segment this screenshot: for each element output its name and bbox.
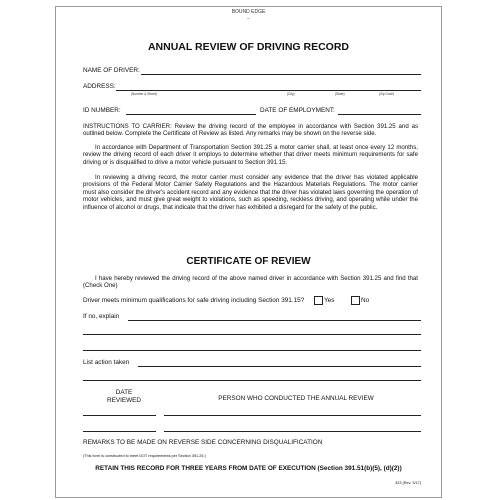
state-caption: (State) bbox=[335, 92, 345, 96]
action-line-1[interactable] bbox=[138, 366, 421, 367]
employment-date-label: DATE OF EMPLOYMENT: bbox=[260, 107, 335, 114]
city-caption: (City) bbox=[287, 92, 295, 96]
review-criteria-paragraph: In reviewing a driving record, the motor carrier must consider any evidence that the driver has violated applicable provisions of the Federal Motor Carrier Safety Regulations and the Hazardous Materials Regulations. The motor carrier must also consider the driver's accident record and any evidence that the driver has violated laws governing the operation of motor vehicles, and must give great weight to violations, such as speeding, reckless driving, and operating while under the influence of alcohol or drugs, that indicate that the driver has exhibited a disregard for the safety of the public. bbox=[83, 174, 418, 211]
explain-line-2[interactable] bbox=[83, 334, 421, 335]
driver-name-field[interactable] bbox=[141, 74, 421, 75]
address-label: ADDRESS: bbox=[83, 83, 116, 90]
id-number-field[interactable] bbox=[126, 114, 256, 115]
qualification-question: Driver meets minimum qualifications for safe driving including Section 391.15? bbox=[83, 297, 305, 304]
certificate-heading: CERTIFICATE OF REVIEW bbox=[186, 256, 311, 267]
no-label: No bbox=[361, 297, 370, 304]
instructions-paragraph: INSTRUCTIONS TO CARRIER: Review the driving record of the employee in accordance with Section 391.25 and as outlined below. Complete the Certificate of Review as listed. Any remarks may be shown on the reverse side. bbox=[83, 123, 418, 138]
form-number: 323 (Rev. 3/17) bbox=[395, 481, 421, 485]
yes-label: Yes bbox=[324, 297, 335, 304]
date-reviewed-line-1[interactable] bbox=[83, 415, 156, 416]
reviewer-header: PERSON WHO CONDUCTED THE ANNUAL REVIEW bbox=[218, 395, 374, 402]
street-caption: (Number & Street) bbox=[131, 92, 157, 96]
reviewer-line-2[interactable] bbox=[164, 431, 421, 432]
driver-name-label: NAME OF DRIVER: bbox=[83, 67, 140, 74]
dot-compliance-note: (This form is constructed to meet DOT requirements per Section 391.25.) bbox=[83, 454, 206, 458]
action-line-2[interactable] bbox=[83, 380, 421, 381]
explain-line-3[interactable] bbox=[83, 350, 421, 351]
certificate-statement: I have hereby reviewed the driving record of the above named driver in accordance with Section 391.25 and find that (Check One) bbox=[83, 275, 418, 290]
action-taken-label: List action taken bbox=[83, 359, 130, 366]
review-form-page bbox=[55, 6, 442, 498]
zip-caption: (Zip Code) bbox=[379, 92, 395, 96]
employment-date-field[interactable] bbox=[338, 114, 421, 115]
explain-line-1[interactable] bbox=[128, 320, 421, 321]
dot-requirement-paragraph: In accordance with Department of Transportation Section 391.25 a motor carrier shall, at least once every 12 months, review the driving record of each driver it employs to determine whether that driver meets minimum requirements for safe driving or is disqualified to drive a motor vehicle pursuant to Section 391.15. bbox=[83, 144, 418, 166]
no-checkbox[interactable] bbox=[351, 296, 360, 305]
yes-checkbox[interactable] bbox=[314, 296, 323, 305]
bound-edge-label: BOUND EDGE bbox=[231, 9, 266, 15]
form-title: ANNUAL REVIEW OF DRIVING RECORD bbox=[147, 41, 350, 53]
reviewer-line-1[interactable] bbox=[164, 415, 421, 416]
retention-notice: RETAIN THIS RECORD FOR THREE YEARS FROM DATE OF EXECUTION (Section 391.51(b)(5), (d)(2)) bbox=[95, 465, 402, 472]
date-reviewed-line-2[interactable] bbox=[83, 431, 156, 432]
bound-edge-mark: – bbox=[247, 16, 250, 22]
date-reviewed-header: DATE REVIEWED bbox=[106, 389, 142, 404]
id-number-label: ID NUMBER: bbox=[83, 107, 121, 114]
remarks-notice: REMARKS TO BE MADE ON REVERSE SIDE CONCERNING DISQUALIFICATION bbox=[83, 439, 323, 446]
address-field[interactable] bbox=[116, 90, 421, 91]
explain-label: If no, explain bbox=[83, 313, 120, 320]
